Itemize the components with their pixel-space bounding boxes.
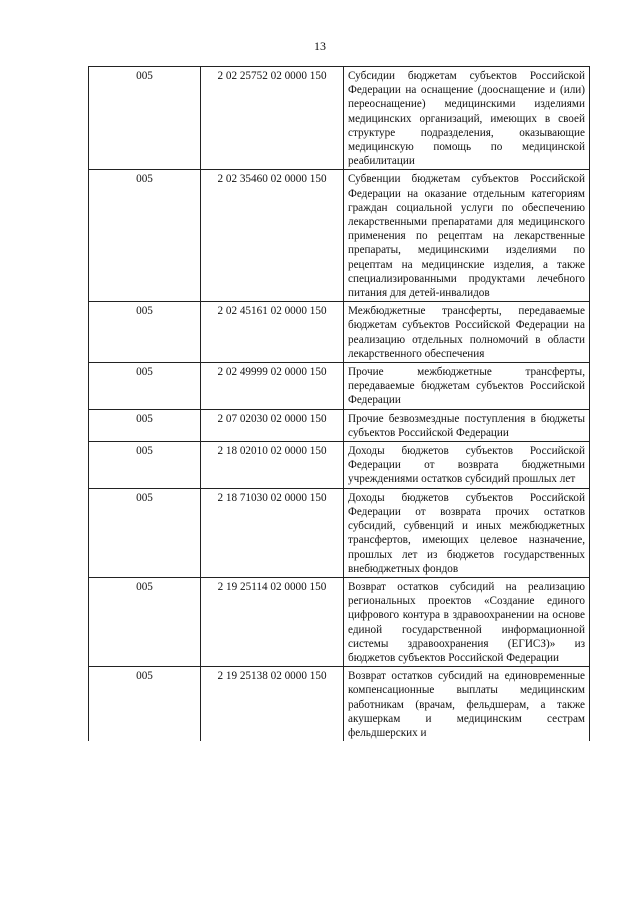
- table-row: [89, 488, 590, 577]
- table-row: [89, 302, 590, 363]
- revenue-code-cell: 2 02 35460 02 0000 150: [201, 170, 344, 302]
- revenue-code-cell: 2 02 45161 02 0000 150: [201, 302, 344, 363]
- table-row: [89, 667, 590, 742]
- budget-revenue-table: [88, 66, 590, 741]
- revenue-name-cell: Субвенции бюджетам субъектов Российской Федерации на оказание отдельным категориям граждан социальной услуги по обеспечению лекарственными препаратами для медицинского применения по рецептам на лекарственные препараты, медицинскими изделиями по рецептам на медицинские изделия, а также специализированными продуктами лечебного питания для детей-инвалидов: [344, 170, 590, 302]
- revenue-code-cell: 2 02 25752 02 0000 150: [201, 67, 344, 170]
- revenue-code-cell: 2 18 02010 02 0000 150: [201, 442, 344, 489]
- revenue-code-cell: 2 19 25138 02 0000 150: [201, 667, 344, 742]
- admin-code-cell: 005: [89, 667, 201, 742]
- table-row: [89, 363, 590, 410]
- revenue-code-cell: 2 07 02030 02 0000 150: [201, 409, 344, 441]
- revenue-name-cell: Прочие безвозмездные поступления в бюджеты субъектов Российской Федерации: [344, 409, 590, 441]
- revenue-name-cell: Прочие межбюджетные трансферты, передаваемые бюджетам субъектов Российской Федерации: [344, 363, 590, 410]
- admin-code-cell: 005: [89, 409, 201, 441]
- revenue-name-cell: Субсидии бюджетам субъектов Российской Федерации на оснащение (дооснащение и (или) переоснащение) медицинскими изделиями медицинских организаций, имеющих в своей структуре подразделения, оказывающие медицинскую помощь по медицинской реабилитации: [344, 67, 590, 170]
- page-number: 13: [314, 39, 326, 53]
- revenue-name-cell: Возврат остатков субсидий на единовременные компенсационные выплаты медицинским работникам (врачам, фельдшерам, а также акушеркам и медицинским сестрам фельдшерских и: [344, 667, 590, 742]
- table-row: [89, 577, 590, 666]
- admin-code-cell: 005: [89, 302, 201, 363]
- admin-code-cell: 005: [89, 67, 201, 170]
- admin-code-cell: 005: [89, 170, 201, 302]
- revenue-code-cell: 2 18 71030 02 0000 150: [201, 488, 344, 577]
- revenue-name-cell: Доходы бюджетов субъектов Российской Федерации от возврата прочих остатков субсидий, субвенций и иных межбюджетных трансфертов, имеющих целевое назначение, прошлых лет из бюджетов государственных внебюджетных фондов: [344, 488, 590, 577]
- revenue-name-cell: Доходы бюджетов субъектов Российской Федерации от возврата бюджетными учреждениями остатков субсидий прошлых лет: [344, 442, 590, 489]
- table-row: [89, 67, 590, 170]
- revenue-code-cell: 2 19 25114 02 0000 150: [201, 577, 344, 666]
- revenue-name-cell: Межбюджетные трансферты, передаваемые бюджетам субъектов Российской Федерации на реализацию отдельных полномочий в области лекарственного обеспечения: [344, 302, 590, 363]
- table-row: [89, 442, 590, 489]
- admin-code-cell: 005: [89, 363, 201, 410]
- revenue-name-cell: Возврат остатков субсидий на реализацию региональных проектов «Создание единого цифрового контура в здравоохранении на основе единой государственной информационной системы здравоохранения (ЕГИСЗ)» из бюджетов субъектов Российской Федерации: [344, 577, 590, 666]
- admin-code-cell: 005: [89, 442, 201, 489]
- revenue-code-cell: 2 02 49999 02 0000 150: [201, 363, 344, 410]
- admin-code-cell: 005: [89, 488, 201, 577]
- table-row: [89, 170, 590, 302]
- admin-code-cell: 005: [89, 577, 201, 666]
- table-row: [89, 409, 590, 441]
